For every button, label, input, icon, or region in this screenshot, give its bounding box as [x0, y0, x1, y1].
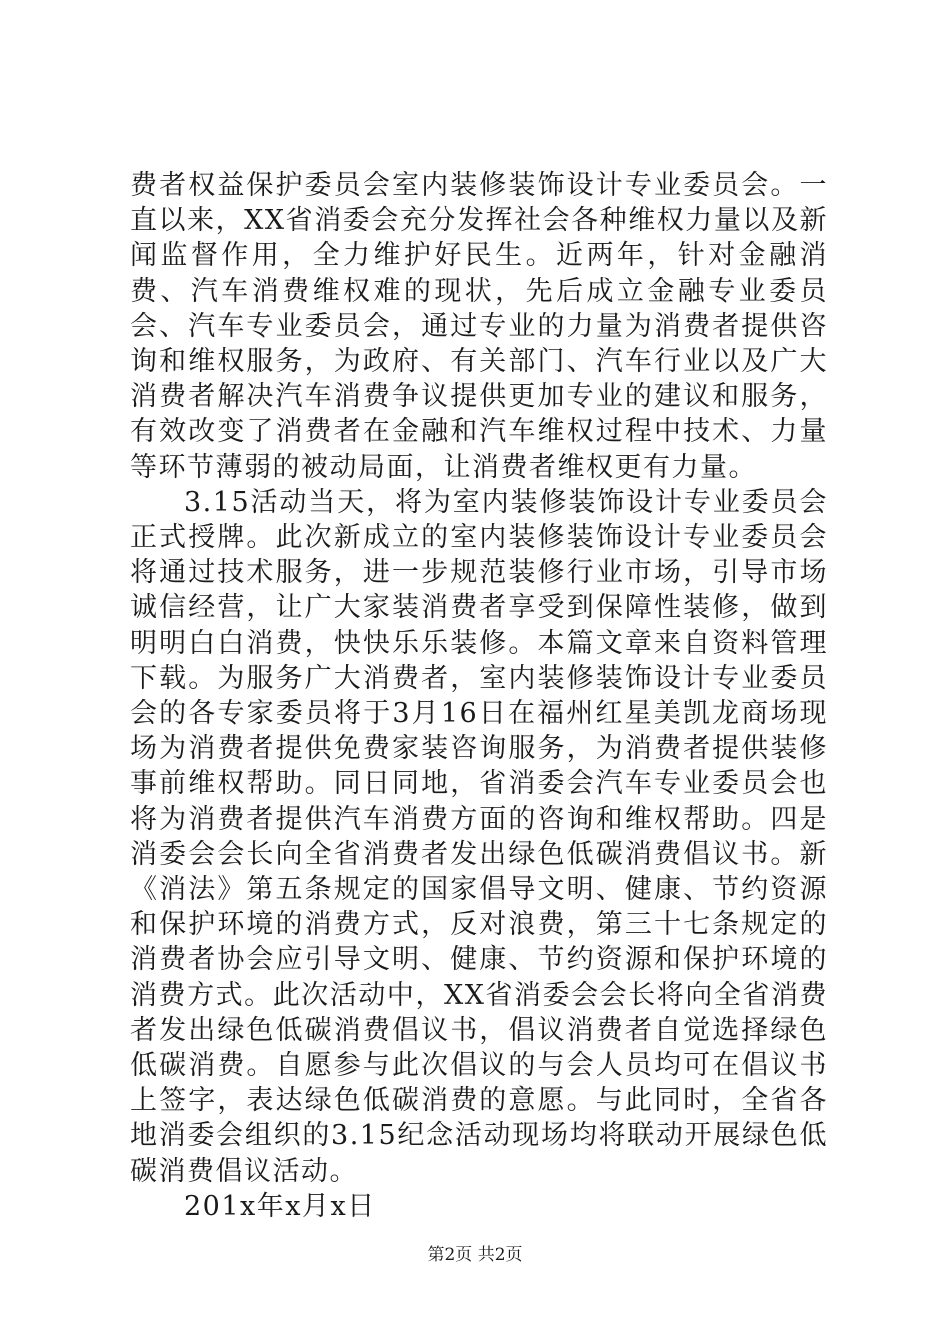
paragraph-315-activity: 3.15活动当天，将为室内装修装饰设计专业委员会正式授牌。此次新成立的室内装修装饰设计专业委员会将通过技术服务，进一步规范装修行业市场，引导市场诚信经营，让广大家装消费者享受到保障性装修，做到明明白白消费，快快乐乐装修。本篇文章来自资料管理下载。为服务广大消费者，室内装修装饰设计专业委员会的各专家委员将于3月16日在福州红星美凯龙商场现场为消费者提供免费家装咨询服务，为消费者提供装修事前维权帮助。同日同地，省消委会汽车专业委员会也将为消费者提供汽车消费方面的咨询和维权帮助。四是消委会会长向全省消费者发出绿色低碳消费倡议书。新《消法》第五条规定的国家倡导文明、健康、节约资源和保护环境的消费方式，反对浪费，第三十七条规定的消费者协会应引导文明、健康、节约资源和保护环境的消费方式。此次活动中，XX省消委会会长将向全省消费者发出绿色低碳消费倡议书，倡议消费者自觉选择绿色低碳消费。自愿参与此次倡议的与会人员均可在倡议书上签字，表达绿色低碳消费的意愿。与此同时，全省各地消委会组织的3.15纪念活动现场均将联动开展绿色低碳消费倡议活动。 — [130, 486, 828, 1187]
document-body — [130, 168, 828, 1224]
page-number-footer: 第2页 共2页 — [427, 1245, 523, 1265]
document-date: 201x年x月x日 — [184, 1190, 376, 1222]
paragraph-continuation: 费者权益保护委员会室内装修装饰设计专业委员会。一直以来，XX省消委会充分发挥社会各种维权力量以及新闻监督作用，全力维护好民生。近两年，针对金融消费、汽车消费维权难的现状，先后成立金融专业委员会、汽车专业委员会，通过专业的力量为消费者提供咨询和维权服务，为政府、有关部门、汽车行业以及广大消费者解决汽车消费争议提供更加专业的建议和服务，有效改变了消费者在金融和汽车维权过程中技术、力量等环节薄弱的被动局面，让消费者维权更有力量。 — [130, 170, 828, 483]
